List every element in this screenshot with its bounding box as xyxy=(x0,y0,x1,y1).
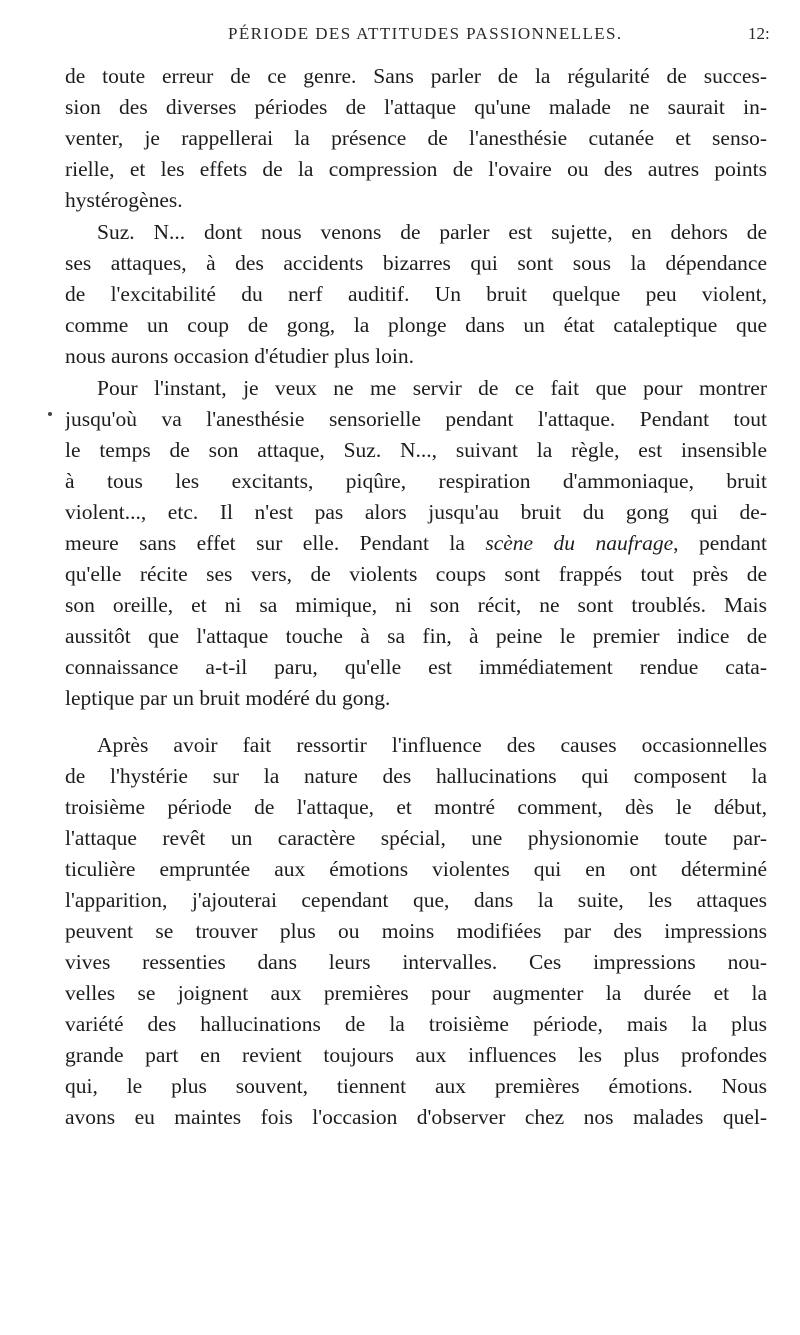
text-line: nous aurons occasion d'étudier plus loin. xyxy=(65,344,415,368)
text-line: jusqu'où va l'anesthésie sensorielle pendant l'attaque. Pendant tout xyxy=(65,407,767,431)
text-line-mixed xyxy=(65,529,767,557)
text-line: qui, le plus souvent, tiennent aux premières émotions. Nous xyxy=(65,1074,767,1098)
text-line: de toute erreur de ce genre. Sans parler de la régularité de succes- xyxy=(65,64,767,88)
text-line: peuvent se trouver plus ou moins modifiées par des impressions xyxy=(65,919,767,943)
text-line: troisième période de l'attaque, et montré comment, dès le début, xyxy=(65,795,767,819)
text-line: l'apparition, j'ajouterai cependant que, dans la suite, les attaques xyxy=(65,888,767,912)
text-line: l'attaque revêt un caractère spécial, une physionomie toute par- xyxy=(65,826,767,850)
text-line: aussitôt que l'attaque touche à sa fin, à peine le premier indice de xyxy=(65,624,767,648)
text-line: grande part en revient toujours aux influences les plus profondes xyxy=(65,1043,767,1067)
text-line: ses attaques, à des accidents bizarres qui sont sous la dépendance xyxy=(65,251,767,275)
text-line: son oreille, et ni sa mimique, ni son récit, ne sont troublés. Mais xyxy=(65,593,767,617)
text-line: velles se joignent aux premières pour augmenter la durée et la xyxy=(65,981,767,1005)
text-line: variété des hallucinations de la troisième période, mais la plus xyxy=(65,1012,767,1036)
italic-title: scène du naufrage xyxy=(485,531,674,555)
text-line: Après avoir fait ressortir l'influence des causes occasionnelles xyxy=(97,733,767,757)
text-line: Suz. N... dont nous venons de parler est sujette, en dehors de xyxy=(97,220,767,244)
text-line: vives ressenties dans leurs intervalles. Ces impressions nou- xyxy=(65,950,767,974)
page-number: 12: xyxy=(748,24,770,43)
text-line: qu'elle récite ses vers, de violents coups sont frappés tout près de xyxy=(65,562,767,586)
text-line: le temps de son attaque, Suz. N..., suivant la règle, est insensible xyxy=(65,438,767,462)
text-line: sion des diverses périodes de l'attaque qu'une malade ne saurait in- xyxy=(65,95,767,119)
text-line: avons eu maintes fois l'occasion d'observer chez nos malades quel- xyxy=(65,1105,767,1129)
text-line: venter, je rappellerai la présence de l'anesthésie cutanée et senso- xyxy=(65,126,767,150)
margin-dot xyxy=(48,412,52,416)
text-run: meure sans effet sur elle. Pendant la xyxy=(65,531,486,555)
running-title: PÉRIODE DES ATTITUDES PASSIONNELLES. xyxy=(228,24,623,43)
text-run: , pendant xyxy=(673,531,767,555)
text-line: de l'hystérie sur la nature des hallucinations qui composent la xyxy=(65,764,767,788)
text-line: comme un coup de gong, la plonge dans un état cataleptique que xyxy=(65,313,767,337)
text-line: hystérogènes. xyxy=(65,188,183,212)
text-line: violent..., etc. Il n'est pas alors jusqu'au bruit du gong qui de- xyxy=(65,500,767,524)
text-line: Pour l'instant, je veux ne me servir de ce fait que pour montrer xyxy=(97,376,767,400)
text-line: à tous les excitants, piqûre, respiration d'ammoniaque, bruit xyxy=(65,469,767,493)
text-line: rielle, et les effets de la compression de l'ovaire ou des autres points xyxy=(65,157,767,181)
running-head xyxy=(0,24,800,54)
text-line: de l'excitabilité du nerf auditif. Un bruit quelque peu violent, xyxy=(65,282,767,306)
text-line: ticulière empruntée aux émotions violentes qui en ont déterminé xyxy=(65,857,767,881)
text-line: leptique par un bruit modéré du gong. xyxy=(65,686,391,710)
text-line: connaissance a-t-il paru, qu'elle est immédiatement rendue cata- xyxy=(65,655,767,679)
